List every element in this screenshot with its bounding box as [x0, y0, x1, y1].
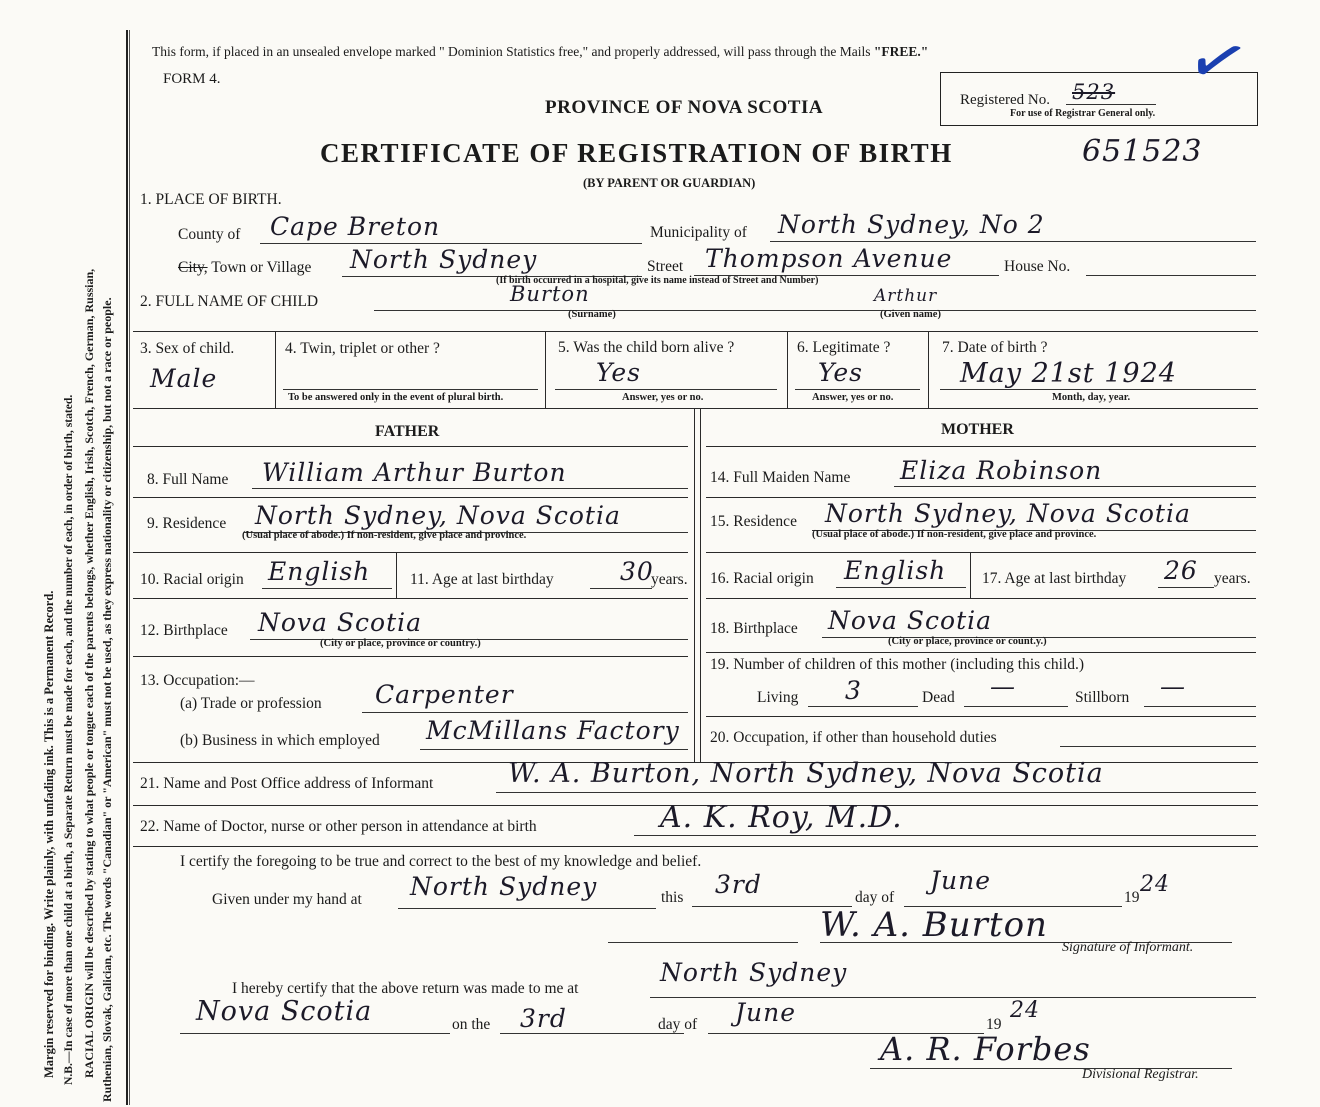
registrar-place: North Sydney: [660, 958, 848, 987]
informant-signature: W. A. Burton: [820, 905, 1048, 945]
mother-age-label: 17. Age at last birthday: [982, 570, 1127, 587]
registrar-day-of-label: day of: [658, 1016, 698, 1033]
on-the-label: on the: [452, 1016, 491, 1033]
informant-label: 21. Name and Post Office address of Informant: [140, 775, 434, 792]
county-label: County of: [178, 226, 241, 243]
given-year: 24: [1140, 872, 1170, 897]
twin-note: To be answered only in the event of plural birth.: [288, 392, 504, 403]
registrar-month: June: [735, 998, 797, 1027]
registered-number: 523: [1072, 80, 1116, 104]
mother-birthplace-label: 18. Birthplace: [710, 620, 798, 637]
father-birthplace-note: (City or place, province or country.): [320, 638, 481, 649]
year-prefix: 19: [1124, 889, 1140, 906]
signature-caption: Signature of Informant.: [1062, 940, 1194, 955]
dob-value: May 21st 1924: [960, 358, 1177, 389]
alive-value: Yes: [596, 358, 641, 387]
living-label: Living: [757, 689, 799, 706]
father-name-label: 8. Full Name: [147, 471, 229, 488]
father-birthplace-label: 12. Birthplace: [140, 622, 228, 639]
registrar-year-prefix: 19: [986, 1016, 1002, 1033]
stillborn-label: Stillborn: [1075, 689, 1130, 706]
form-number: FORM 4.: [163, 71, 221, 87]
mother-birthplace: Nova Scotia: [828, 606, 993, 635]
given-caption: (Given name): [880, 309, 941, 320]
mother-years: years.: [1214, 570, 1251, 587]
town-value: North Sydney: [350, 245, 538, 274]
twin-label: 4. Twin, triplet or other ?: [285, 340, 440, 357]
father-occupation-label: 13. Occupation:—: [140, 672, 255, 689]
registrar-province: Nova Scotia: [196, 996, 373, 1027]
father-birthplace: Nova Scotia: [258, 608, 423, 637]
street-value: Thompson Avenue: [705, 244, 953, 273]
legitimate-value: Yes: [818, 358, 863, 387]
living-value: 3: [845, 676, 862, 705]
surname-caption: (Surname): [568, 309, 616, 320]
doctor-value: A. K. Roy, M.D.: [660, 800, 903, 835]
father-racial-label: 10. Racial origin: [140, 571, 244, 588]
given-day: 3rd: [715, 870, 762, 899]
hospital-note: (If birth occurred in a hospital, give its name instead of Street and Number): [496, 275, 819, 286]
alive-note: Answer, yes or no.: [622, 392, 704, 403]
place-heading: 1. PLACE OF BIRTH.: [140, 191, 282, 208]
dead-value: —: [990, 672, 1016, 701]
municipality-label: Municipality of: [650, 224, 747, 241]
registered-label: Registered No.: [960, 92, 1050, 108]
certify-statement: I certify the foregoing to be true and correct to the best of my knowledge and belief.: [180, 853, 702, 870]
margin-note-3: RACIAL ORIGIN will be described by stating to what people or tongue each of the parents belongs, whether English, Irish, Scotch, French, German, Russian,: [82, 268, 96, 1078]
mother-residence-note: (Usual place of abode.) If non-resident, give place and province.: [812, 529, 1097, 540]
dead-label: Dead: [922, 689, 955, 706]
registrar-statement: I hereby certify that the above return was made to me at: [232, 980, 579, 997]
given-month: June: [930, 866, 992, 895]
street-label: Street: [647, 258, 684, 275]
registrar-use-note: For use of Registrar General only.: [1010, 108, 1156, 119]
town-label: City, Town or Village: [178, 259, 312, 276]
dob-label: 7. Date of birth ?: [942, 339, 1048, 356]
child-surname: Burton: [510, 282, 590, 306]
check-icon: ✓: [1177, 16, 1258, 109]
father-age-label: 11. Age at last birthday: [410, 571, 554, 588]
county-value: Cape Breton: [270, 212, 441, 241]
child-given-name: Arthur: [874, 286, 938, 306]
child-name-label: 2. FULL NAME OF CHILD: [140, 293, 319, 310]
stillborn-value: —: [1160, 672, 1186, 701]
province-heading: PROVINCE OF NOVA SCOTIA: [545, 97, 824, 118]
informant-value: W. A. Burton, North Sydney, Nova Scotia: [508, 758, 1104, 789]
margin-note-1: Margin reserved for binding. Write plainly, with unfading ink. This is a Permanent Record.: [42, 590, 56, 1078]
given-under-label: Given under my hand at: [212, 891, 362, 908]
mother-residence-label: 15. Residence: [710, 513, 797, 530]
given-place: North Sydney: [410, 872, 598, 901]
mother-name: Eliza Robinson: [900, 456, 1103, 485]
house-label: House No.: [1004, 258, 1071, 275]
mother-birthplace-note: (City or place, province or count.y.): [888, 636, 1047, 647]
business-label: (b) Business in which employed: [180, 732, 380, 749]
margin-note-4: Ruthenian, Slovak, Galician, etc. The words "Canadian" or "American" must not be used, as they express nationality or citizenship, but not a race or people.: [100, 297, 114, 1102]
father-name: William Arthur Burton: [262, 458, 567, 487]
registrar-caption: Divisional Registrar.: [1082, 1067, 1199, 1082]
trade-value: Carpenter: [375, 680, 514, 709]
father-heading: FATHER: [375, 423, 440, 440]
mother-heading: MOTHER: [941, 421, 1014, 438]
mother-racial-label: 16. Racial origin: [710, 570, 814, 587]
mother-residence: North Sydney, Nova Scotia: [825, 499, 1191, 528]
doctor-label: 22. Name of Doctor, nurse or other person in attendance at birth: [140, 818, 537, 835]
subtitle: (BY PARENT OR GUARDIAN): [583, 176, 756, 190]
day-of-label: day of: [855, 889, 895, 906]
certificate-number: 651523: [1082, 134, 1203, 169]
legitimate-label: 6. Legitimate ?: [797, 339, 891, 356]
dob-note: Month, day, year.: [1052, 392, 1131, 403]
mother-name-label: 14. Full Maiden Name: [710, 469, 851, 486]
father-residence-note: (Usual place of abode.) If non-resident, give place and province.: [242, 530, 527, 541]
father-residence: North Sydney, Nova Scotia: [255, 501, 621, 530]
mother-occupation-label: 20. Occupation, if other than household duties: [710, 729, 997, 746]
page-title: CERTIFICATE OF REGISTRATION OF BIRTH: [320, 138, 953, 168]
sex-label: 3. Sex of child.: [140, 340, 235, 357]
mail-notice: This form, if placed in an unsealed envelope marked " Dominion Statistics free," and properly addressed, will pass through the Mails "FREE.": [152, 44, 929, 59]
municipality-value: North Sydney, No 2: [778, 210, 1045, 239]
father-residence-label: 9. Residence: [147, 515, 227, 532]
mother-age: 26: [1164, 556, 1198, 585]
legitimate-note: Answer, yes or no.: [812, 392, 894, 403]
sex-value: Male: [150, 364, 218, 393]
this-label: this: [661, 889, 684, 906]
children-count-label: 19. Number of children of this mother (including this child.): [710, 656, 1085, 673]
margin-note-2: N.B.—In case of more than one child at a birth, a Separate Return must be made for each, and the number of each, in order of birth, stated.: [62, 394, 75, 1085]
mother-racial: English: [844, 556, 947, 585]
alive-label: 5. Was the child born alive ?: [558, 339, 735, 356]
father-age: 30: [620, 557, 654, 586]
registrar-signature: A. R. Forbes: [880, 1030, 1091, 1068]
father-racial: English: [268, 557, 371, 586]
trade-label: (a) Trade or profession: [180, 695, 322, 712]
registrar-year: 24: [1010, 998, 1040, 1023]
business-value: McMillans Factory: [426, 716, 680, 745]
registrar-day: 3rd: [520, 1004, 567, 1033]
father-years: years.: [651, 571, 688, 588]
